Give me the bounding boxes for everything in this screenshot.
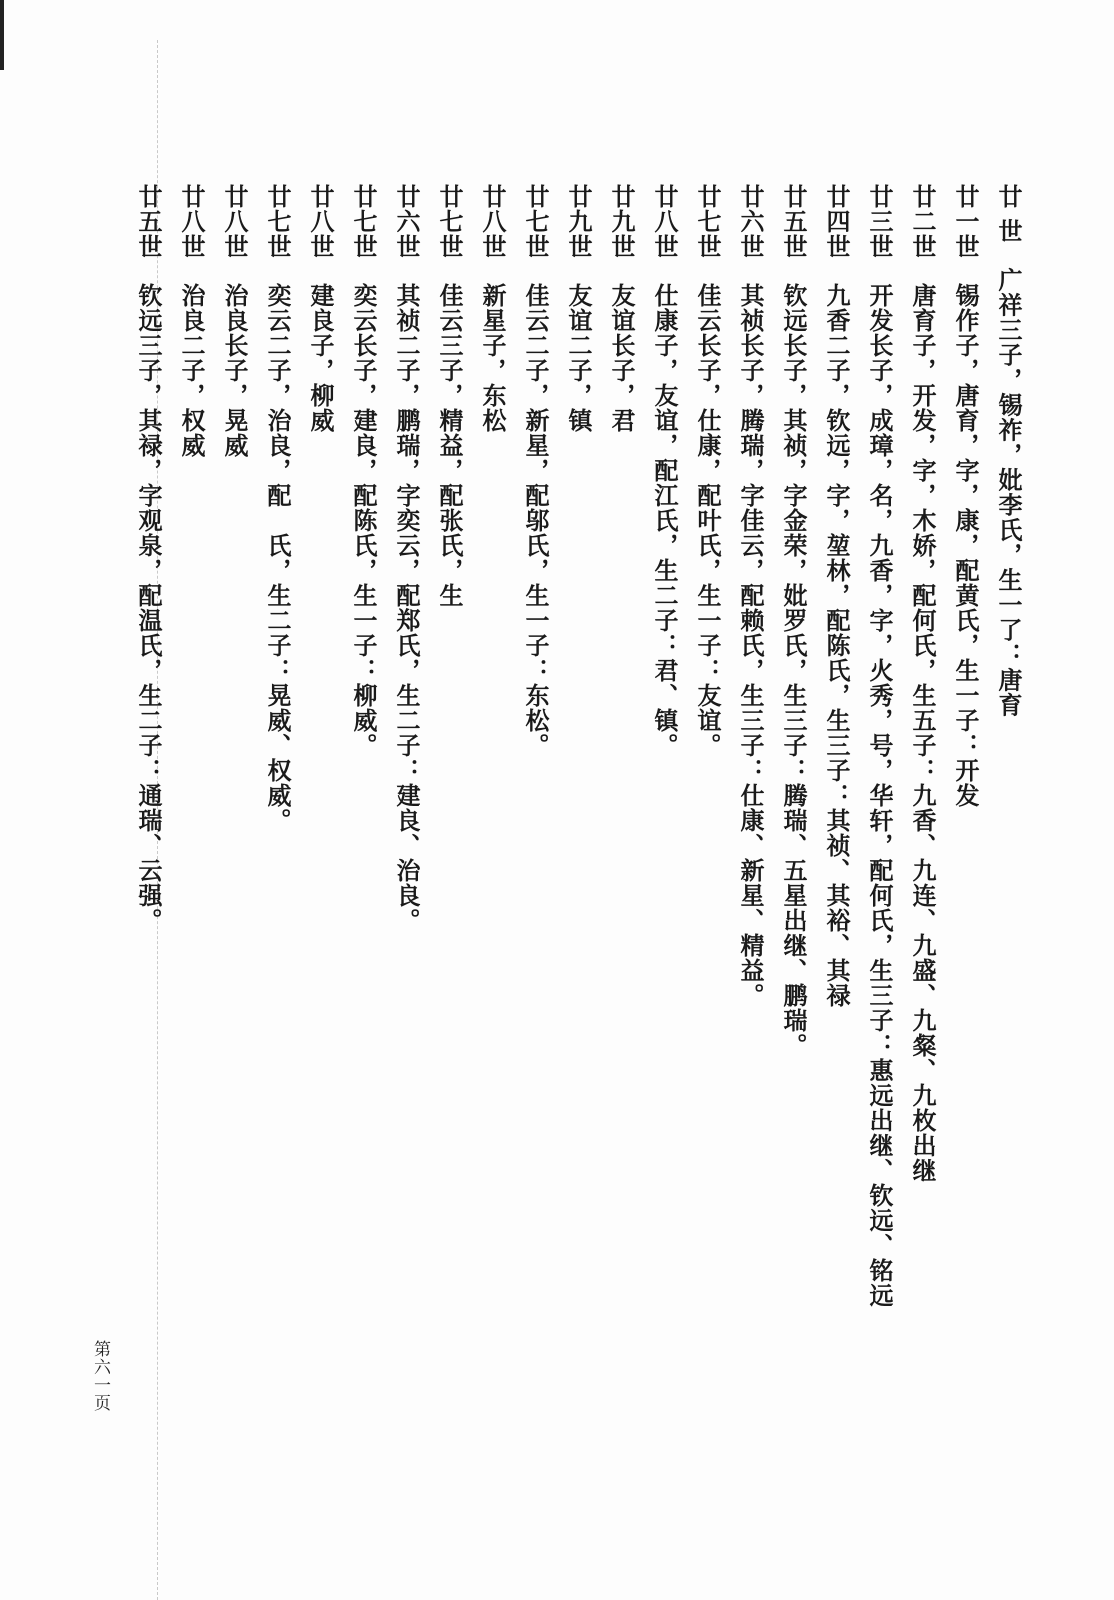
genealogy-entry xyxy=(815,184,858,1308)
generation-label: 廿六世 xyxy=(392,184,421,259)
generation-label: 廿 世 xyxy=(994,184,1023,244)
entry-text: 佳云三子，精益，配张氏，生 xyxy=(435,283,464,608)
generation-label: 廿八世 xyxy=(650,184,679,259)
genealogy-entry xyxy=(428,184,471,1308)
entry-text: 钦远三子，其禄，字观泉，配温氏，生二子：通瑞、云强。 xyxy=(134,283,163,933)
generation-label: 廿七世 xyxy=(349,184,378,259)
generation-label: 廿一世 xyxy=(951,184,980,259)
entry-text: 锡作子，唐育，字，康，配黄氏，生一子：开发 xyxy=(951,283,980,808)
entry-text: 奕云二子，治良，配 氏，生二子：晃威、权威。 xyxy=(263,283,292,833)
generation-label: 廿九世 xyxy=(607,184,636,259)
genealogy-entry xyxy=(514,184,557,1308)
entry-text: 唐育子，开发，字，木娇，配何氏，生五子：九香、九连、九盛、九粲、九枚出继 xyxy=(908,283,937,1183)
generation-label: 廿八世 xyxy=(177,184,206,259)
entry-text: 建良子，柳威 xyxy=(306,283,335,433)
entry-text: 九香二子，钦远，字，堃林，配陈氏，生三子：其祯、其裕、其禄 xyxy=(822,283,851,1008)
genealogy-entry xyxy=(987,184,1030,1308)
entry-text: 友谊长子，君 xyxy=(607,283,636,433)
genealogy-entry xyxy=(385,184,428,1308)
scan-edge-mark xyxy=(0,0,4,70)
genealogy-entry xyxy=(729,184,772,1308)
generation-label: 廿七世 xyxy=(435,184,464,259)
generation-label: 廿七世 xyxy=(521,184,550,259)
entry-text: 仕康子，友谊，配江氏，生二子：君、镇。 xyxy=(650,283,679,758)
generation-label: 廿五世 xyxy=(779,184,808,259)
generation-label: 廿六世 xyxy=(736,184,765,259)
generation-label: 廿三世 xyxy=(865,184,894,259)
generation-label: 廿七世 xyxy=(263,184,292,259)
genealogy-entry xyxy=(600,184,643,1308)
entry-text: 新星子，东松 xyxy=(478,283,507,433)
entry-text: 其祯二子，鹏瑞，字奕云，配郑氏，生二子：建良、治良。 xyxy=(392,283,421,933)
entry-text: 佳云二子，新星，配邬氏，生一子：东松。 xyxy=(521,283,550,758)
genealogy-entry xyxy=(471,184,514,1308)
generation-label: 廿四世 xyxy=(822,184,851,259)
generation-label: 廿七世 xyxy=(693,184,722,259)
generation-label: 廿二世 xyxy=(908,184,937,259)
entry-text: 友谊二子，镇 xyxy=(564,283,593,433)
entry-text: 治良长子，晃威 xyxy=(220,283,249,458)
generation-label: 廿八世 xyxy=(478,184,507,259)
page-number: 第六一页 xyxy=(90,1340,110,1412)
genealogy-entry xyxy=(686,184,729,1308)
genealogy-entry xyxy=(299,184,342,1308)
genealogy-entry xyxy=(557,184,600,1308)
genealogy-entry xyxy=(772,184,815,1308)
generation-label: 廿九世 xyxy=(564,184,593,259)
entry-text: 佳云长子，仕康，配叶氏，生一子：友谊。 xyxy=(693,283,722,758)
genealogy-text-block xyxy=(127,184,1030,1308)
genealogy-entry xyxy=(901,184,944,1308)
generation-label: 廿八世 xyxy=(306,184,335,259)
genealogy-entry xyxy=(213,184,256,1308)
entry-text: 钦远长子，其祯，字金荣，妣罗氏，生三子：腾瑞、五星出继、鹏瑞。 xyxy=(779,283,808,1058)
genealogy-entry xyxy=(127,184,170,1308)
entry-text: 开发长子，成璋，名，九香，字，火秀，号，华轩，配何氏，生三子：惠远出继、钦远、铭远 xyxy=(865,283,894,1308)
genealogy-entry xyxy=(170,184,213,1308)
genealogy-entry xyxy=(944,184,987,1308)
generation-label: 廿八世 xyxy=(220,184,249,259)
entry-text: 治良二子，权威 xyxy=(177,283,206,458)
genealogy-entry xyxy=(256,184,299,1308)
genealogy-entry xyxy=(858,184,901,1308)
entry-text: 奕云长子，建良，配陈氏，生一子：柳威。 xyxy=(349,283,378,758)
genealogy-entry xyxy=(643,184,686,1308)
entry-text: 其祯长子，腾瑞，字佳云，配赖氏，生三子：仕康、新星、精益。 xyxy=(736,283,765,1008)
genealogy-entry xyxy=(342,184,385,1308)
entry-text: 广祥三子，锡祚，妣李氏，生一了：唐育 xyxy=(994,267,1023,718)
generation-label: 廿五世 xyxy=(134,184,163,259)
